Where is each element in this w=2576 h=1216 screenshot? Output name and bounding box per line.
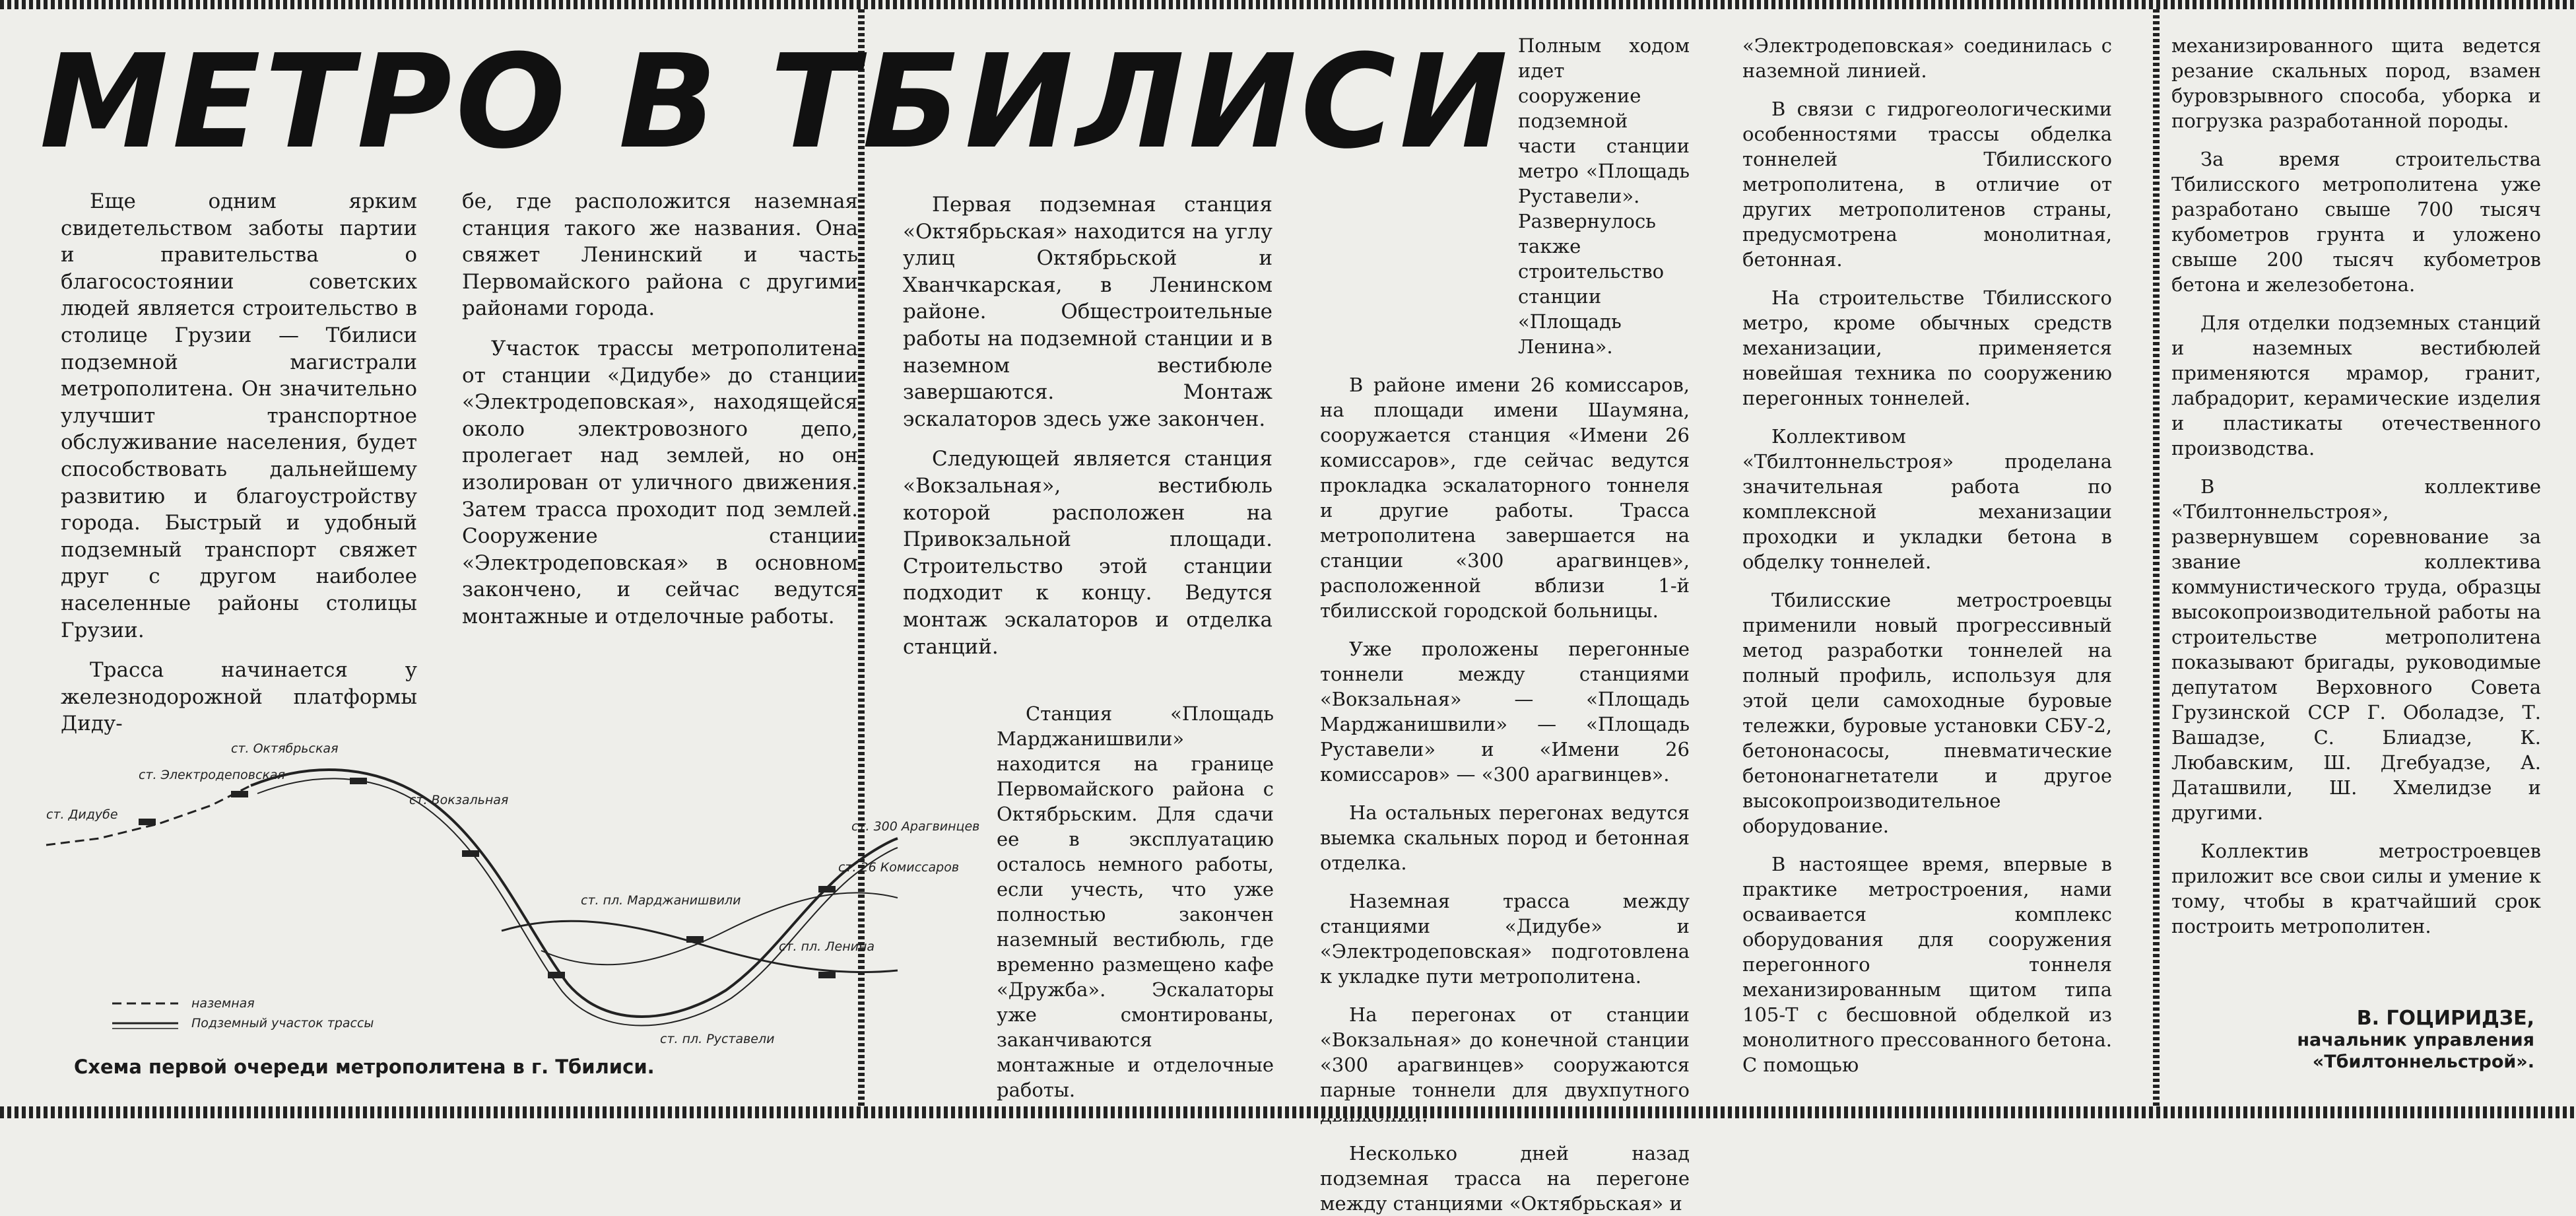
paragraph: Наземная трасса между станциями «Дидубе» и «Электродеповская» подготовлена к укладке пути метрополитена. [1320,890,1690,988]
station-marker [548,972,565,978]
paragraph: «Электродеповская» соединилась с наземной линией. [1742,34,2112,82]
paragraph: На перегонах от станции «Вокзальная» до конечной станции «300 арагвинцев» сооружаются парные тоннели для двухпутного [1320,1003,1690,1101]
paragraph: Еще одним ярким свидетельством заботы партии и правительства о благосостоянии советских людей является строительство в столице Грузии — Тбилиси подземной магистрали метрополитена. Он значительно улучшит транспортное обслуживание населения, будет способствовать дальнейшему развитию и благоустройству города. Быстрый и удобный подземный транспорт свяжет друг с другом наиболее населенные районы столицы Грузии. [61,189,417,642]
paragraph: На остальных перегонах ведутся выемка скальных пород и бетонная отделка. [1320,801,1690,874]
article-column-3 [903,191,1272,700]
legend-surface-label: наземная [191,996,255,1011]
metro-diagram [40,713,990,1056]
paragraph: За время строительства Тбилисского метрополитена уже разработано свыше 700 тысяч кубометров грунта и уложено свыше 200 тысяч кубометров бетона и железобетона. [2171,148,2541,296]
station-label-vokzalnaya: ст. Вокзальная [409,793,509,807]
legend-underground-label: Подземный участок трассы [191,1016,374,1030]
paragraph: Следующей является станция «Вокзальная», вестибюль которой расположен на Привокзальной площади. Строительство этой станции подходит к концу. Ведутся монтаж эскалаторов и отделка станций. [903,447,1272,659]
author-signature [2178,1007,2534,1073]
underground-track [251,770,898,1017]
author-title: начальник управления «Тбилтоннельстрой». [2297,1030,2534,1072]
paragraph: Полным ходом идет сооружение подземной части станции метро «Площадь Руставели». Развернулось также строительство станции «Площадь Ленина». [1518,34,1690,358]
station-label-araguintsev: ст. 300 Арагвинцев [851,819,980,834]
station-marker [231,791,248,797]
paragraph: Тбилисские метростроевцы применили новый прогрессивный метод разработки тоннелей на полный профиль, используя для этой цели самоходные буровые тележки, буровые установки СБУ-2, бетононасосы, пневматические бетононагнетатели и другое высокопроизводительное оборудование. [1742,589,2112,837]
station-marker [139,819,156,825]
top-border [0,0,2576,9]
station-label-didube: ст. Дидубе [46,807,118,822]
article-column-1 [61,188,417,736]
paragraph: Первая подземная станция «Октябрьская» находится на углу улиц Октябрьской и Хванчкарская, в Ленинском районе. Общестроительные работы на подземной станции и в наземном вестибюле завершаются. Монтаж эскалаторов здесь уже закончен. [903,193,1272,431]
paragraph: В связи с гидрогеологическими особенностями трассы обделка тоннелей Тбилисского метрополитена, в отличие от других метрополитенов страны, предусмотрена монолитная, бетонная. [1742,98,2112,271]
paragraph: Для отделки подземных станций и наземных вестибюлей применяются мрамор, гранит, лабрадорит, керамические изделия и пластикаты отечественного производства. [2171,312,2541,459]
article-column-2 [462,188,858,703]
station-marker [462,850,479,857]
station-marker [818,972,836,978]
paragraph: В коллективе «Тбилтоннельстроя», развернувшем соревнование за звание коллектива коммунистического труда, образцы высокопроизводительной работы на строительстве метрополитена показывают бригады, руководимые депутатом Верховного Совета Грузинской ССР Г. Оболадзе, Т. Вашадзе, С. Блиадзе, К. Любавским, Ш. Дгебуадзе, А. Даташвили, Ш. Хмелидзе и другими. [2171,475,2541,824]
article-column-5 [1320,33,1690,1215]
paragraph: В районе имени 26 комиссаров, на площади имени Шаумяна, сооружается станция «Имени 26 комиссаров», где сейчас ведутся прокладка эскалаторного тоннеля и другие работы. Трасса метрополитена завершается на станции «300 арагвинцев», расположенной вблизи 1-й тбилисской городской больницы. [1320,374,1690,622]
article-column-7 [2171,33,2541,1003]
station-marker [686,936,704,943]
paragraph: На строительстве Тбилисского метро, кроме обычных средств механизации, применяется новейшая техника по сооружению перегонных тоннелей. [1742,287,2112,409]
paragraph: Коллективом «Тбилтоннельстроя» проделана значительная работа по комплексной механизации проходки и укладки бетона в обделку тоннелей. [1742,425,2112,573]
paragraph: Участок трассы метрополитена от станции «Дидубе» до станции «Электродеповская», находящейся около электровозного депо, пролегает над землей, но он изолирован от уличного движения. Затем трасса проходит под землей. Сооружение станции «Электродеповская» в основном закончено, и сейчас ведутся монтажные и отделочные работы. [462,336,858,628]
station-label-marjanishvili: ст. пл. Марджанишвили [581,893,741,908]
paragraph: Трасса начинается у железнодорожной платформы Диду- [61,658,417,736]
metro-map-svg [40,713,990,1056]
bottom-border [0,1106,2576,1118]
paragraph: Коллектив метростроевцев приложит все свои силы и умение к тому, чтобы в кратчайший срок построить метрополитен. [2171,840,2541,937]
article-column-6 [1742,33,2112,1102]
station-marker [818,886,836,893]
station-marker [350,778,367,784]
underground-track-parallel [257,778,898,1025]
paragraph: механизированного щита ведется резание скальных пород, взамен буровзрывного способа, уборка и погрузка разработанной породы. [2171,34,2541,132]
headline: МЕТРО В ТБИЛИСИ [40,27,1512,178]
station-label-komissarov: ст. 26 Комиссаров [838,860,960,875]
paragraph: Несколько дней назад подземная трасса на перегоне между станциями «Октябрьская» и [1320,1142,1690,1215]
paragraph: Станция «Площадь Марджанишвили» находится на границе Первомайского района с Октябрьским. Для сдачи ее в эксплуатацию осталось немного работы, если учесть, что уже полностью закончен наземный вестибюль, где временно размещено кафе «Дружба». Эскалаторы уже смонтированы, заканчиваются монтажные и отделочные работы. [997,702,1274,1101]
station-label-oktyabrskaya: ст. Октябрьская [231,741,339,756]
paragraph: бе, где расположится наземная станция такого же названия. Она свяжет Ленинский и часть Первомайского района с другими районами города. [462,189,858,321]
station-label-rustaveli: ст. пл. Руставели [660,1032,775,1046]
article-column-4 [997,701,1274,1101]
station-label-lenina: ст. пл. Ленина [779,939,875,954]
paragraph: В настоящее время, впервые в практике метростроения, нами осваивается комплекс оборудования для сооружения перегонного тоннеля механизированным щитом типа 105-Т с бесшовной обделкой из монолитного прессованного бетона. С помощью [1742,853,2112,1076]
diagram-caption: Схема первой очереди метрополитена в г. Тбилиси. [74,1056,655,1078]
right-column-rule [2153,9,2160,1106]
author-name: В. ГОЦИРИДЗЕ, [2356,1007,2534,1030]
station-label-elektrodepovskaya: ст. Электродеповская [139,768,285,782]
paragraph: Уже проложены перегонные тоннели между станциями «Вокзальная» — «Площадь Марджанишвили» — «Площадь Руставели» и «Имени 26 комиссаров» — «300 арагвинцев». [1320,638,1690,786]
